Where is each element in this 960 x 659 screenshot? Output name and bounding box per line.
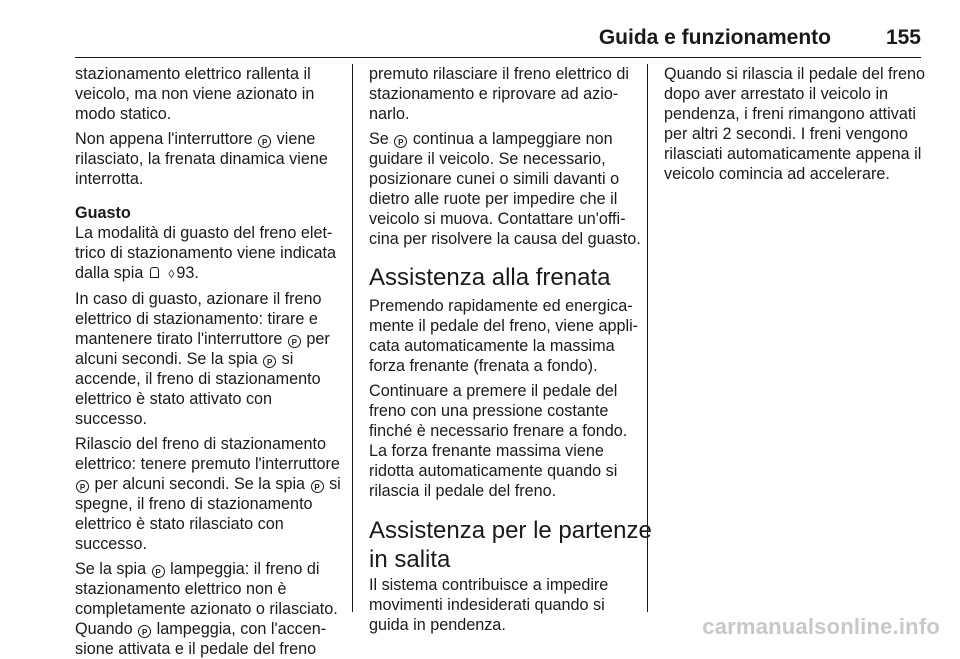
parking-brake-fault-icon	[149, 266, 160, 279]
parking-brake-icon: P	[288, 335, 301, 348]
text-line: rilasciato, la frenata dinamica viene	[75, 150, 328, 168]
column-1	[75, 64, 343, 659]
parking-brake-icon: P	[311, 480, 324, 493]
text-line: movimenti indesiderati quando si	[369, 596, 605, 614]
heading-line: Assistenza per le partenze	[369, 517, 652, 544]
text-line: Quando si rilascia il pedale del freno	[664, 65, 925, 83]
text-line: forza frenante (frenata a fondo).	[369, 357, 598, 375]
text-line: narlo.	[369, 105, 410, 123]
text-line: P per alcuni secondi. Se la spia P si	[75, 474, 343, 494]
parking-brake-icon: P	[152, 565, 165, 578]
column-divider	[352, 64, 353, 612]
text-line: pendenza, i freni rimangono attivati	[664, 105, 916, 123]
text-line: guida in pendenza.	[369, 616, 506, 634]
text-line: Non appena l'interruttore P viene	[75, 130, 316, 148]
text-line: successo.	[75, 535, 147, 553]
text-line: alcuni secondi. Se la spia P si	[75, 350, 294, 368]
paragraph	[75, 203, 343, 284]
text-line: La forza frenante massima viene	[369, 442, 604, 460]
text-line: cina per risolvere la causa del guasto.	[369, 230, 641, 248]
paragraph	[75, 289, 343, 429]
text-line: ridotta automaticamente quando si	[369, 462, 618, 480]
parking-brake-icon: P	[263, 355, 276, 368]
text-line: mente il pedale del freno, viene appli-	[369, 317, 639, 335]
watermark: carmanualsonline.info	[702, 614, 940, 639]
subheading-guasto: Guasto	[75, 204, 131, 222]
text-line: In caso di guasto, azionare il freno	[75, 290, 322, 308]
text-line: rilasciati automaticamente appena il	[664, 145, 922, 163]
column-2	[369, 64, 652, 635]
column-3	[664, 64, 926, 184]
text-line: per altri 2 secondi. I freni vengono	[664, 125, 908, 143]
text-line: Rilascio del freno di stazionamento	[75, 435, 327, 453]
paragraph	[664, 64, 926, 184]
text-line: trico di stazionamento viene indicata	[75, 244, 336, 262]
text-line: finché è necessario frenare a fondo.	[369, 422, 628, 440]
paragraph	[75, 559, 343, 659]
text-line: cata automaticamente la massima	[369, 337, 615, 355]
text-line: veicolo comincia ad accelerare.	[664, 165, 890, 183]
paragraph	[369, 129, 641, 249]
text-line: Il sistema contribuisce a impedire	[369, 576, 609, 594]
text-line: Quando P lampeggia, con l'accen-	[75, 620, 327, 638]
paragraph	[75, 64, 343, 124]
text-line: posizionare cunei o simili davanti o	[369, 170, 620, 188]
page-number: 155	[885, 26, 921, 49]
text-line: Se la spia P lampeggia: il freno di	[75, 560, 320, 578]
paragraph	[369, 575, 635, 635]
text-line: modo statico.	[75, 105, 172, 123]
text-line: interrotta.	[75, 170, 144, 188]
text-line: mantenere tirato l'interruttore P per	[75, 330, 330, 348]
text-line: stazionamento e riprovare ad azio-	[369, 85, 619, 103]
text-line: dalla spia ◊ 93.	[75, 264, 199, 282]
text-line: stazionamento elettrico rallenta il	[75, 65, 311, 83]
parking-brake-icon: P	[394, 135, 407, 148]
paragraph	[369, 296, 639, 376]
text-line: elettrico: tenere premuto l'interruttore	[75, 455, 340, 473]
section-title: Guida e funzionamento	[598, 26, 831, 49]
parking-brake-icon: P	[76, 480, 89, 493]
text-line: completamente azionato o rilasciato.	[75, 600, 338, 618]
paragraph	[369, 64, 635, 124]
parking-brake-icon: P	[138, 625, 151, 638]
text-line: rilascia il pedale del freno.	[369, 482, 557, 500]
page-header	[75, 22, 921, 58]
text-line: dietro alle ruote per impedire che il	[369, 190, 618, 208]
header-rule	[75, 57, 921, 58]
text-line: elettrico è stato rilasciato con	[75, 515, 284, 533]
heading-line: in salita	[369, 546, 451, 573]
text-line: stazionamento elettrico non è	[75, 580, 287, 598]
paragraph	[369, 381, 635, 501]
text-line: veicolo si muova. Contattare un'offi-	[369, 210, 626, 228]
text-line: veicolo, ma non viene azionato in	[75, 85, 315, 103]
heading-assistenza-partenze	[369, 516, 652, 574]
paragraph	[75, 129, 343, 189]
heading-assistenza-frenata: Assistenza alla frenata	[369, 264, 611, 291]
page-reference-icon: ◊	[168, 267, 175, 281]
text-line: Premendo rapidamente ed energica-	[369, 297, 633, 315]
text-line: guidare il veicolo. Se necessario,	[369, 150, 606, 168]
text-line: sione attivata e il pedale del freno	[75, 640, 317, 658]
text-line: spegne, il freno di stazionamento	[75, 495, 313, 513]
text-line: Se P continua a lampeggiare non	[369, 130, 613, 148]
text-line: elettrico è stato attivato con	[75, 390, 273, 408]
parking-brake-icon: P	[258, 135, 271, 148]
text-line: premuto rilasciare il freno elettrico di	[369, 65, 630, 83]
text-line: Continuare a premere il pedale del	[369, 382, 618, 400]
text-line: La modalità di guasto del freno elet-	[75, 224, 333, 242]
text-line: elettrico di stazionamento: tirare e	[75, 310, 318, 328]
text-line: freno con una pressione costante	[369, 402, 609, 420]
paragraph	[75, 434, 343, 554]
text-line: successo.	[75, 410, 147, 428]
text-line: dopo aver arrestato il veicolo in	[664, 85, 889, 103]
text-line: accende, il freno di stazionamento	[75, 370, 321, 388]
